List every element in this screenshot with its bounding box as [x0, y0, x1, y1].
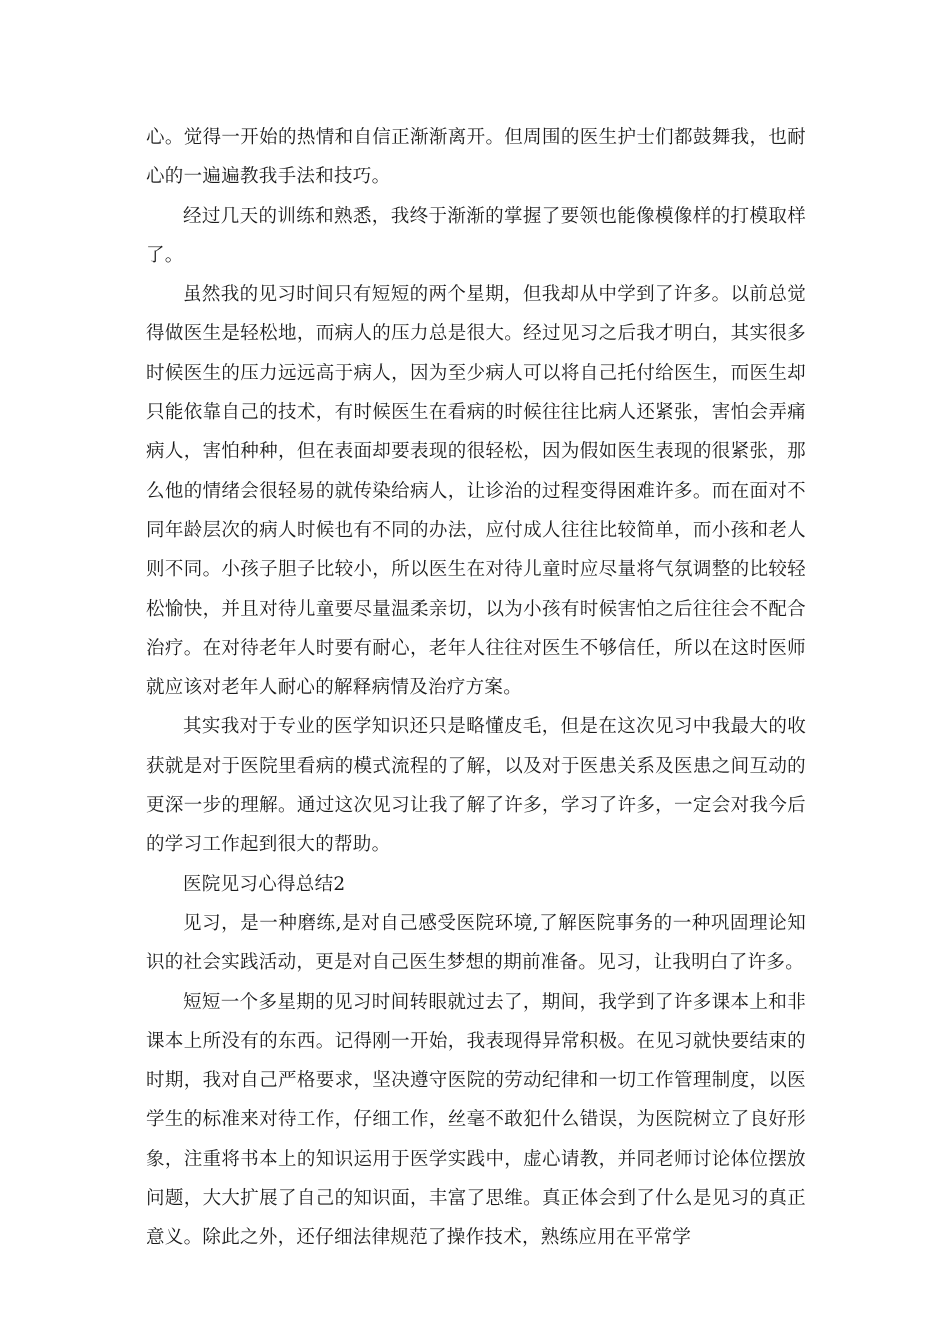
paragraph: 经过几天的训练和熟悉，我终于渐渐的掌握了要领也能像模像样的打模取样了。 [146, 205, 806, 266]
document-body [146, 118, 806, 1258]
paragraph-continuation: 心。觉得一开始的热情和自信正渐渐离开。但周围的医生护士们都鼓舞我，也耐心的一遍遍教我手法和技巧。 [146, 127, 806, 188]
paragraph: 其实我对于专业的医学知识还只是略懂皮毛，但是在这次见习中我最大的收获就是对于医院里看病的模式流程的了解，以及对于医患关系及医患之间互动的更深一步的理解。通过这次见习让我了解了许多，学习了许多，一定会对我今后的学习工作起到很大的帮助。 [146, 716, 806, 856]
section-heading: 医院见习心得总结2 [183, 873, 346, 895]
paragraph: 见习，是一种磨练,是对自己感受医院环境,了解医院事务的一种巩固理论知识的社会实践活动，更是对自己医生梦想的期前准备。见习，让我明白了许多。 [146, 912, 806, 974]
paragraph: 短短一个多星期的见习时间转眼就过去了，期间，我学到了许多课本上和非课本上所没有的东西。记得刚一开始，我表现得异常积极。在见习就快要结束的时期，我对自己严格要求，坚决遵守医院的劳动纪律和一切工作管理制度，以医学生的标准来对待工作，仔细工作，丝毫不敢犯什么错误，为医院树立了良好形象，注重将书本上的知识运用于医学实践中，虚心请教，并同老师讨论体位摆放问题，大大扩展了自己的知识面，丰富了思维。真正体会到了什么是见习的真正意义。除此之外，还仔细法律规范了操作技术，熟练应用在平常学 [146, 991, 806, 1249]
paragraph: 虽然我的见习时间只有短短的两个星期，但我却从中学到了许多。以前总觉得做医生是轻松地，而病人的压力总是很大。经过见习之后我才明白，其实很多时候医生的压力远远高于病人，因为至少病人可以将自己托付给医生，而医生却只能依靠自己的技术，有时候医生在看病的时候往往比病人还紧张，害怕会弄痛病人，害怕种种，但在表面却要表现的很轻松，因为假如医生表现的很紧张，那么他的情绪会很轻易的就传染给病人，让诊治的过程变得困难许多。而在面对不同年龄层次的病人时候也有不同的办法，应付成人往往比较简单，而小孩和老人则不同。小孩子胆子比较小，所以医生在对待儿童时应尽量将气氛调整的比较轻松愉快，并且对待儿童要尽量温柔亲切，以为小孩有时候害怕之后往往会不配合治疗。在对待老年人时要有耐心，老年人往往对医生不够信任，所以在这时医师就应该对老年人耐心的解释病情及治疗方案。 [146, 284, 806, 699]
